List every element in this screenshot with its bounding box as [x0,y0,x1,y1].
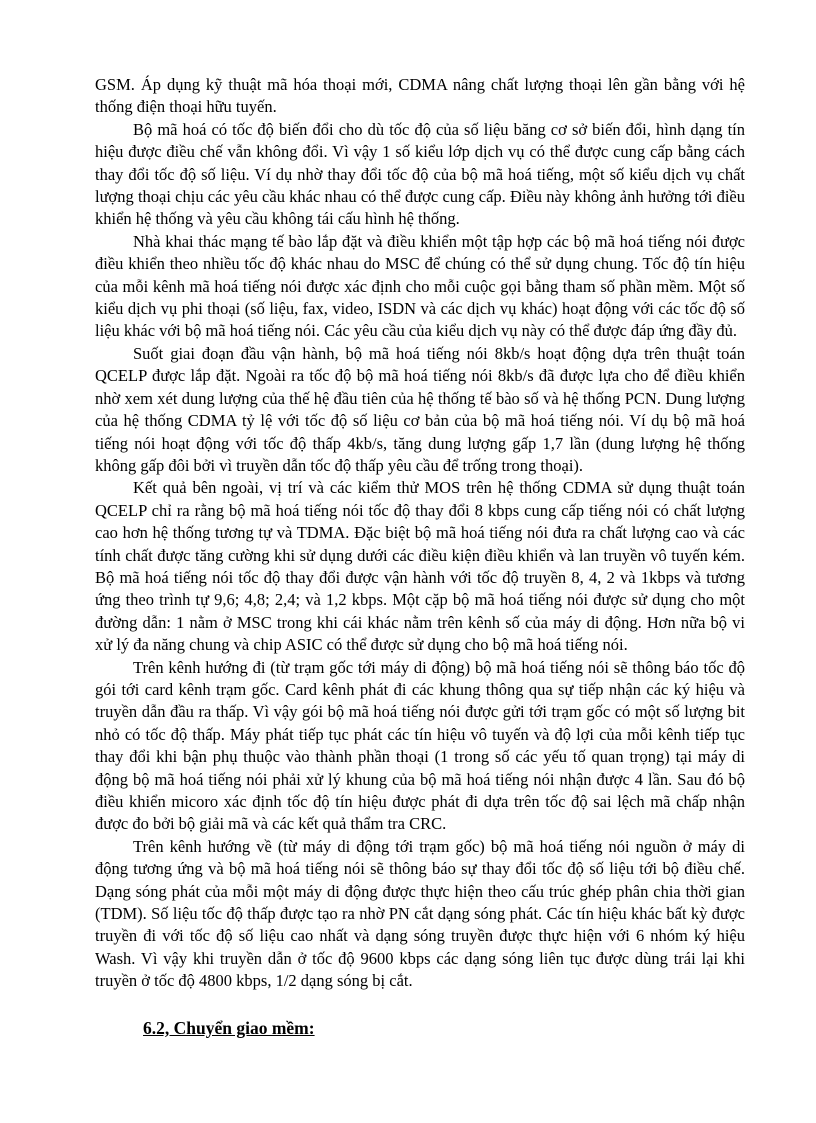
section-heading: 6.2, Chuyển giao mềm: [143,1017,315,1038]
paragraph-3: Nhà khai thác mạng tế bào lắp đặt và điều khiển một tập hợp các bộ mã hoá tiếng nói được điều khiển theo nhiều tốc độ khác nhau do MSC để chúng có thể sử dụng chung. Tốc độ tín hiệu của mỗi kênh mã hoá tiếng nói được xác định cho mỗi cuộc gọi bằng tham số phần mềm. Một số kiểu dịch vụ phi thoại (số liệu, fax, video, ISDN và các dịch vụ khác) hoạt động với các tốc độ số liệu khác với bộ mã hoá tiếng nói. Các yêu cầu của kiểu dịch vụ này có thể được đáp ứng đầy đủ. [95,231,745,341]
paragraph-6: Trên kênh hướng đi (từ trạm gốc tới máy di động) bộ mã hoá tiếng nói sẽ thông báo tốc độ gói tới card kênh trạm gốc. Card kênh phát đi các khung thông qua sự tiếp nhận các ký hiệu và truyền dẫn đầu ra thấp. Vì vậy gói bộ mã hoá tiếng nói được gửi tới trạm gốc có một số lượng bit nhỏ có tốc độ thấp. Máy phát tiếp tục phát các tín hiệu vô tuyến và độ lợi của mỗi kênh tiếp tục thay đổi khi bận phụ thuộc vào thành phần thoại (1 trong số các yếu tố quan trọng) tại máy di động bộ mã hoá tiếng nói phải xử lý khung của bộ mã hoá tiếng nói nhận được 4 lần. Sau đó bộ điều khiển micoro xác định tốc độ tín hiệu được phát đi dựa trên tốc độ sai lệch mã chấp nhận được đo bởi bộ giải mã và các kết quả thẩm tra CRC. [95,657,745,834]
paragraph-4: Suốt giai đoạn đầu vận hành, bộ mã hoá tiếng nói 8kb/s hoạt động dựa trên thuật toán QCELP được lắp đặt. Ngoài ra tốc độ bộ mã hoá tiếng nói 8kb/s đã được lựa cho để điều khiển nhờ xem xét dung lượng của thế hệ đầu tiên của hệ thống tế bào số và hệ thống PCN. Dung lượng của hệ thống CDMA tỷ lệ với tốc độ số liệu cơ bản của bộ mã hoá tiếng nói. Ví dụ bộ mã hoá tiếng nói hoạt động với tốc độ thấp 4kb/s, tăng dung lượng gấp 1,7 lần (dung lượng hệ thống không gấp đôi bởi vì truyền dẫn tốc độ thấp yêu cầu để trống trong thoại). [95,343,745,475]
paragraph-1: GSM. Áp dụng kỹ thuật mã hóa thoại mới, CDMA nâng chất lượng thoại lên gần bằng với hệ thống điện thoại hữu tuyến. [95,75,745,117]
document-page [95,74,745,1039]
paragraph-7: Trên kênh hướng về (từ máy di động tới trạm gốc) bộ mã hoá tiếng nói nguồn ở máy di động tương ứng và bộ mã hoá tiếng nói sẽ thông báo sự thay đổi tốc độ số liệu tới bộ điều chế. Dạng sóng phát của mỗi một máy di động được thực hiện theo cấu trúc ghép phân chia thời gian (TDM). Số liệu tốc độ thấp được tạo ra nhờ PN cắt dạng sóng phát. Các tín hiệu khác bất kỳ được truyền đi với tốc độ số liệu cao nhất và dạng sóng truyền được thực hiện với 6 nhóm ký hiệu Wash. Vì vậy khi truyền dẫn ở tốc độ 9600 kbps các dạng sóng liên tục được dùng trái lại khi truyền ở tốc độ 4800 kbps, 1/2 dạng sóng bị cắt. [95,836,745,991]
paragraph-2: Bộ mã hoá có tốc độ biến đổi cho dù tốc độ của số liệu băng cơ sở biến đổi, hình dạng tín hiệu được điều chế vẫn không đổi. Vì vậy 1 số kiểu lớp dịch vụ có thể được cung cấp bằng cách thay đổi tốc độ số liệu. Ví dụ nhờ thay đổi tốc độ của bộ mã hoá tiếng, một số kiểu dịch vụ chất lượng thoại chịu các yêu cầu khác nhau có thể được cung cấp. Điều này không ảnh hưởng tới điều khiển hệ thống và yêu cầu không tái cấu hình hệ thống. [95,119,745,229]
paragraph-5: Kết quả bên ngoài, vị trí và các kiểm thử MOS trên hệ thống CDMA sử dụng thuật toán QCELP chỉ ra rằng bộ mã hoá tiếng nói tốc độ thay đổi 8 kbps cung cấp tiếng nói có chất lượng cao hơn hệ thống tương tự và TDMA. Đặc biệt bộ mã hoá tiếng nói đưa ra chất lượng cao và các tính chất được tăng cường khi sử dụng dưới các điều kiện điều khiển và lan truyền vô tuyến kém. Bộ mã hoá tiếng nói tốc độ thay đổi được vận hành với tốc độ truyền 8, 4, 2 và 1kbps và tương ứng theo trình tự 9,6; 4,8; 2,4; và 1,2 kbps. Một cặp bộ mã hoá tiếng nói được sử dụng cho một đường dẫn: 1 nằm ở MSC trong khi cái khác nằm trên kênh số của máy di động. Hơn nữa bộ vi xử lý đa năng chung và chip ASIC có thể được sử dụng cho bộ mã hoá tiếng nói. [95,478,745,655]
